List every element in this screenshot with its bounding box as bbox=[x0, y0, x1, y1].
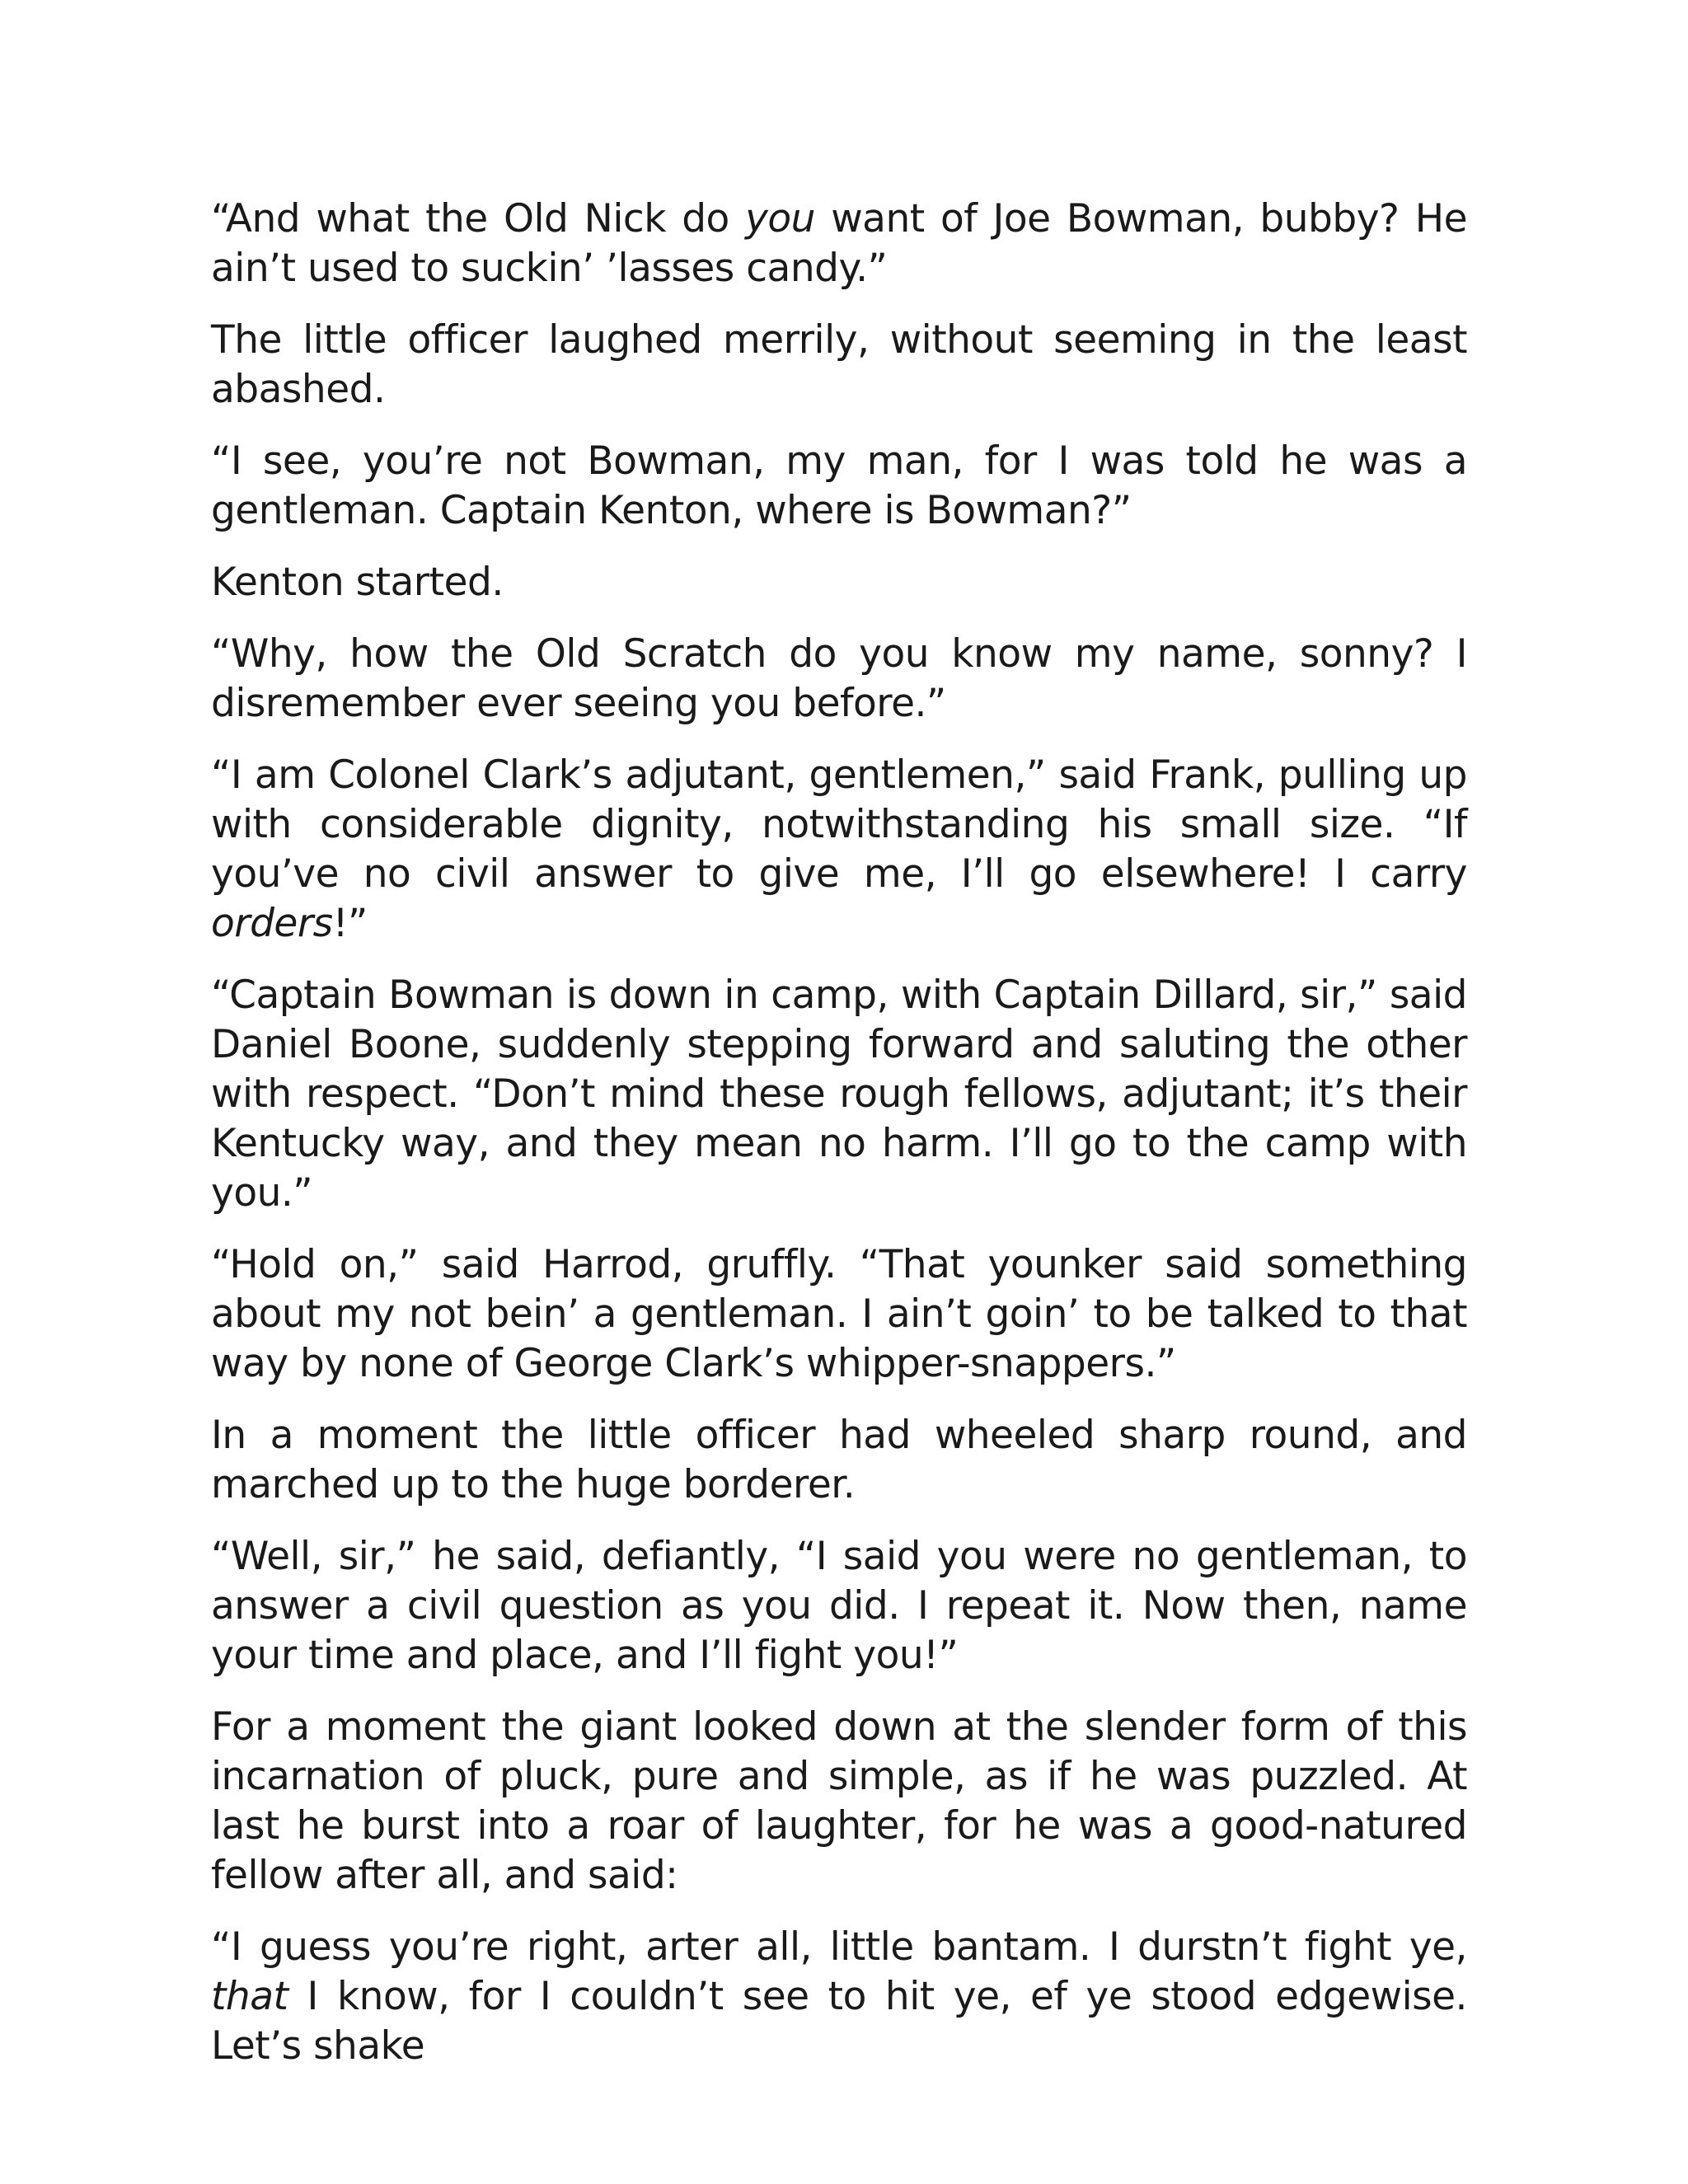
paragraph bbox=[211, 1532, 1467, 1680]
paragraph bbox=[211, 971, 1467, 1218]
book-page-body bbox=[211, 194, 1467, 2071]
paragraph bbox=[211, 194, 1467, 293]
text-run: In a moment the little officer had wheeled sharp round, and marched up to the huge borderer. bbox=[211, 1413, 1467, 1507]
text-run: “Captain Bowman is down in camp, with Captain Dillard, sir,” said Daniel Boone, suddenly stepping forward and saluting the other with respect. “Don’t mind these rough fellows, adjutant; it’s their Kentucky way, and they mean no harm. I’ll go to the camp with you.” bbox=[211, 972, 1467, 1216]
paragraph bbox=[211, 558, 1467, 607]
text-run: “I see, you’re not Bowman, my man, for I was told he was a gentleman. Captain Kenton, where is Bowman?” bbox=[211, 438, 1467, 533]
text-run: Kenton started. bbox=[211, 560, 504, 605]
text-run: “And what the Old Nick do bbox=[211, 196, 746, 241]
text-run: The little officer laughed merrily, without seeming in the least abashed. bbox=[211, 317, 1467, 412]
italic-text: orders bbox=[211, 901, 333, 946]
italic-text: you bbox=[745, 196, 815, 241]
text-run: “Why, how the Old Scratch do you know my name, sonny? I disremember ever seeing you before.” bbox=[211, 631, 1467, 726]
paragraph bbox=[211, 316, 1467, 415]
text-run: I know, for I couldn’t see to hit ye, ef ye stood edgewise. Let’s shake bbox=[211, 1974, 1467, 2069]
paragraph bbox=[211, 751, 1467, 949]
text-run: For a moment the giant looked down at the slender form of this incarnation of pluck, pure and simple, as if he was puzzled. At last he burst into a roar of laughter, for he was a good-natured fellow after all, and said: bbox=[211, 1704, 1467, 1898]
text-run: “I guess you’re right, arter all, little bantam. I durstn’t fight ye, bbox=[211, 1924, 1467, 1970]
text-run: “Well, sir,” he said, defiantly, “I said you were no gentleman, to answer a civil question as you did. I repeat it. Now then, name your time and place, and I’ll fight you!” bbox=[211, 1534, 1467, 1678]
text-run: “Hold on,” said Harrod, gruffly. “That younker said something about my not bein’ a gentleman. I ain’t goin’ to be talked to that way by none of George Clark’s whipper-snappers.” bbox=[211, 1242, 1467, 1386]
text-run: !” bbox=[332, 901, 368, 946]
text-run: “I am Colonel Clark’s adjutant, gentlemen,” said Frank, pulling up with considerable dignity, notwithstanding his small size. “If you’ve no civil answer to give me, I’ll go elsewhere! I carry bbox=[211, 752, 1467, 897]
paragraph bbox=[211, 630, 1467, 729]
italic-text: that bbox=[211, 1974, 288, 2019]
paragraph bbox=[211, 1923, 1467, 2071]
paragraph bbox=[211, 1703, 1467, 1900]
paragraph bbox=[211, 437, 1467, 536]
paragraph bbox=[211, 1240, 1467, 1389]
text-run: want of Joe Bowman, bubby? He ain’t used to suckin’ ’lasses candy.” bbox=[211, 196, 1467, 291]
paragraph bbox=[211, 1411, 1467, 1510]
